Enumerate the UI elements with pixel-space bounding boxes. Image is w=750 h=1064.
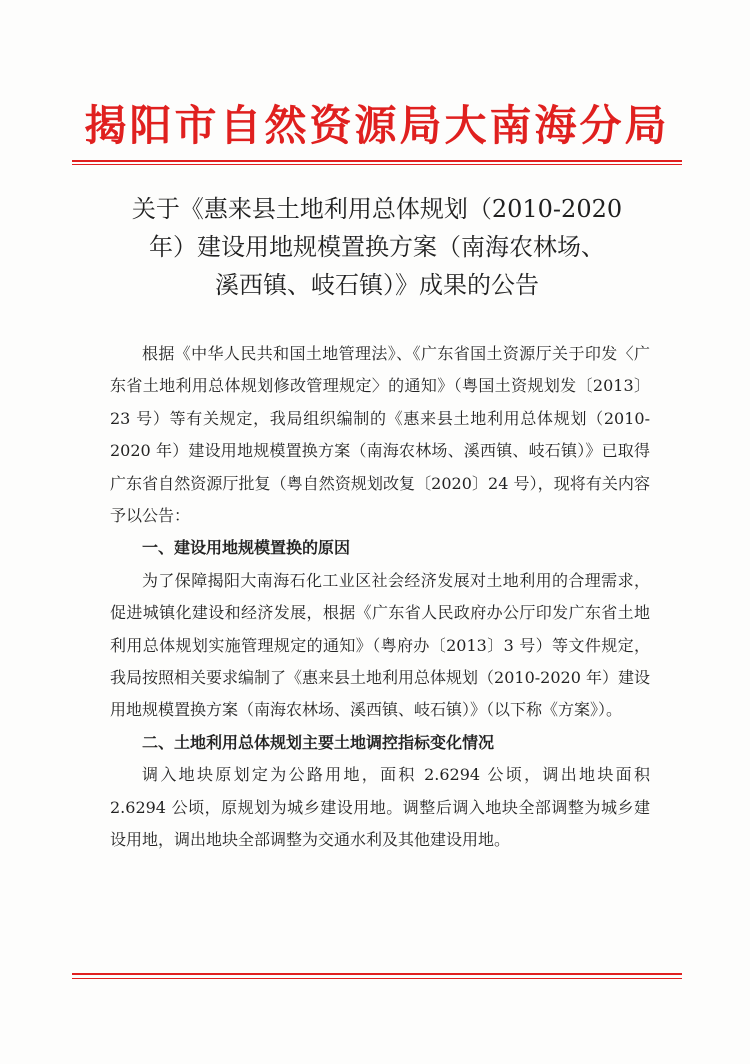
section-heading-2: 二、土地利用总体规划主要土地调控指标变化情况 [142, 732, 495, 752]
letterhead-rule [72, 160, 682, 162]
section-paragraph-1: 为了保障揭阳大南海石化工业区社会经济发展对土地利用的合理需求，促进城镇化建设和经济发展，根据《广东省人民政府办公厅印发广东省土地利用总体规划实施管理规定的通知》（粤府办〔2013〕3 号）等文件规定，我局按照相关要求编制了《惠来县土地利用总体规划（2010-2020 年）建设用地规模置换方案（南海农林场、溪西镇、岐石镇）》（以下称《方案》）。 [110, 570, 650, 720]
section-heading-1: 一、建设用地规模置换的原因 [142, 538, 351, 558]
title-line: 溪西镇、岐石镇）》成果的公告 [215, 271, 539, 299]
title-line: 年）建设用地规模置换方案（南海农林场、 [149, 233, 605, 261]
letterhead-rule-thin [72, 164, 682, 165]
section-paragraph-2: 调入地块原划定为公路用地，面积 2.6294 公顷，调出地块面积 2.6294 公顷，原规划为城乡建设用地。调整后调入地块全部调整为城乡建设用地，调出地块全部调整为交通水利及其他建设用地。 [110, 765, 650, 850]
document-title [86, 190, 668, 304]
footer-rule [72, 973, 682, 975]
title-line: 关于《惠来县土地利用总体规划（2010-2020 [131, 195, 623, 223]
document-body [110, 338, 650, 857]
intro-paragraph: 根据《中华人民共和国土地管理法》、《广东省国土资源厅关于印发〈广东省土地利用总体规划修改管理规定〉的通知》（粤国土资规划发〔2013〕23 号）等有关规定，我局组织编制的《惠来县土地利用总体规划（2010-2020 年）建设用地规模置换方案（南海农林场、溪西镇、岐石镇）》已取得广东省自然资源厅批复（粤自然资规划改复〔2020〕24 号），现将有关内容予以公告： [110, 344, 650, 526]
letterhead-organization: 揭阳市自然资源局大南海分局 [84, 101, 670, 150]
footer-rule-thin [72, 978, 682, 979]
